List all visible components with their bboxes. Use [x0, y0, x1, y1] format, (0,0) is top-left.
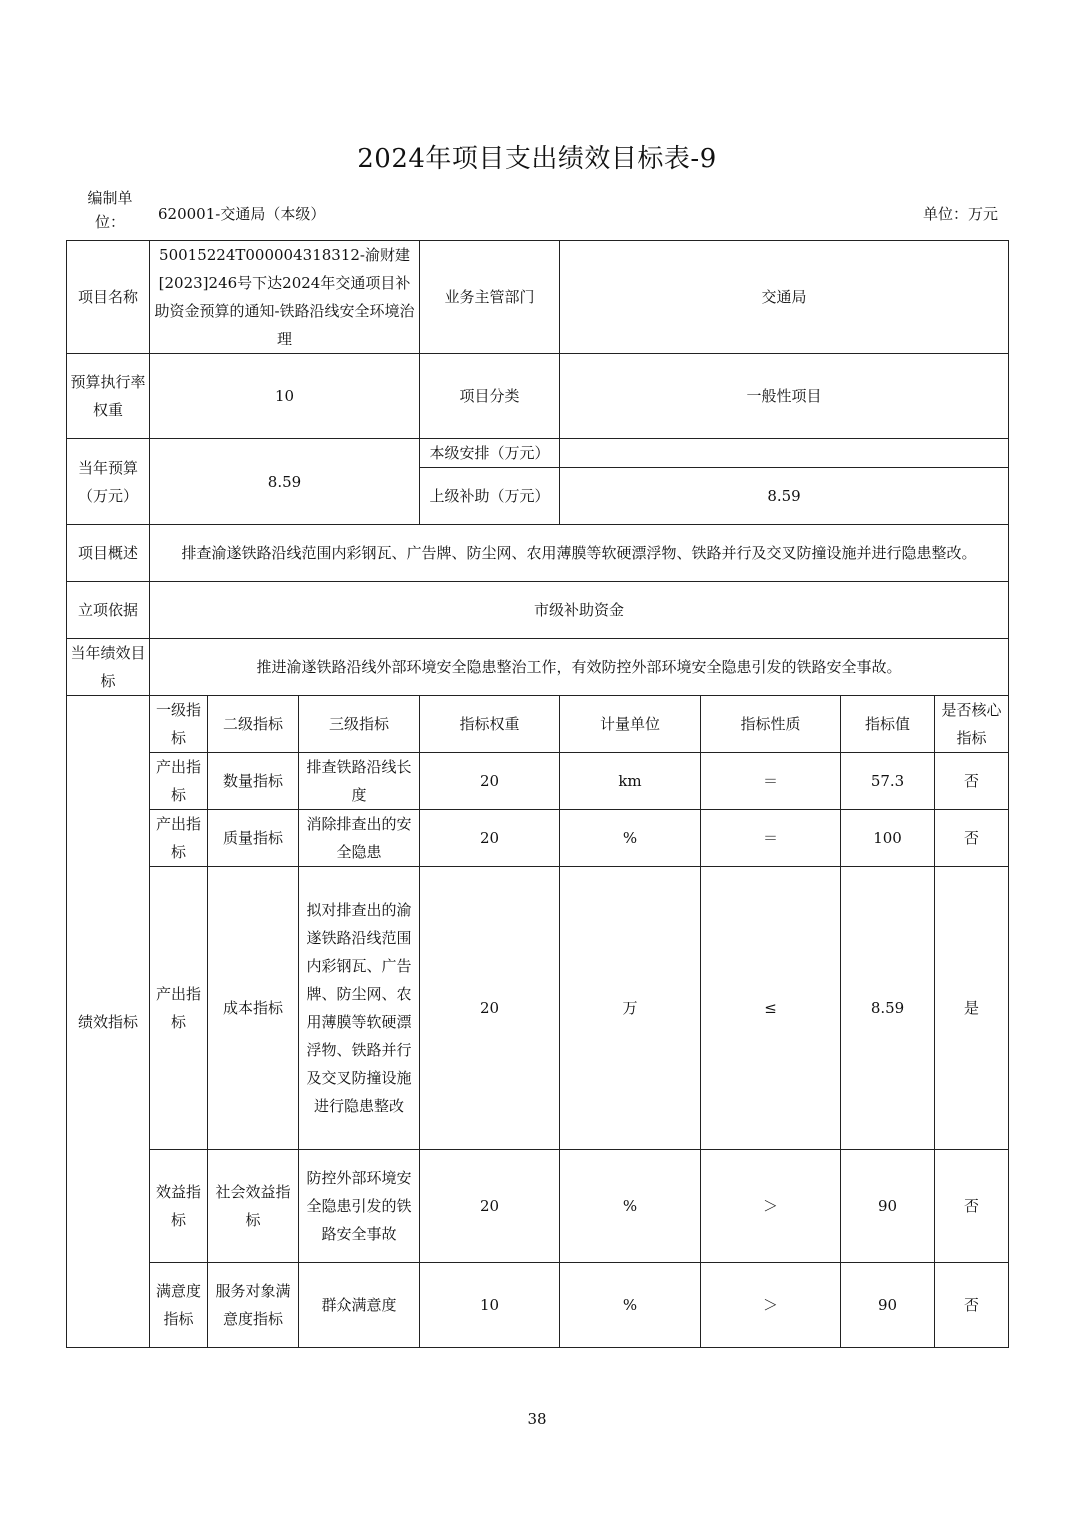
- page-title: 2024年项目支出绩效目标表-9: [357, 144, 717, 174]
- goal-label: 当年绩效目标: [67, 639, 150, 696]
- basis-row: [67, 582, 1009, 639]
- core-cell: 否: [935, 753, 1009, 810]
- value-cell: 90: [841, 1263, 935, 1348]
- indicator-header-row: [67, 696, 1009, 753]
- overview-value: 排查渝遂铁路沿线范围内彩钢瓦、广告牌、防尘网、农用薄膜等软硬漂浮物、铁路并行及交叉防撞设施并进行隐患整改。: [150, 525, 1009, 582]
- level3-cell: 防控外部环境安全隐患引发的铁路安全事故: [299, 1150, 420, 1263]
- core-cell: 否: [935, 1150, 1009, 1263]
- value-cell: 8.59: [841, 867, 935, 1150]
- budget-label: 当年预算（万元）: [67, 439, 150, 525]
- overview-label: 项目概述: [67, 525, 150, 582]
- budget-value: 8.59: [150, 439, 420, 525]
- nature-cell: ＝: [701, 810, 841, 867]
- value-cell: 90: [841, 1150, 935, 1263]
- project-name-value: 50015224T000004318312-渝财建[2023]246号下达2024年交通项目补助资金预算的通知-铁路沿线安全环境治理: [150, 241, 420, 354]
- currency-label: 单位：万元: [922, 205, 998, 223]
- overview-row: [67, 525, 1009, 582]
- value-cell: 57.3: [841, 753, 935, 810]
- nature-cell: ＝: [701, 753, 841, 810]
- col-header: 是否核心指标: [935, 696, 1009, 753]
- unit-label: 编制单位：: [87, 189, 133, 231]
- table-row: [67, 1150, 1009, 1263]
- goal-row: [67, 639, 1009, 696]
- core-cell: 是: [935, 867, 1009, 1150]
- nature-cell: ≤: [701, 867, 841, 1150]
- unit-cell: %: [560, 1263, 701, 1348]
- level2-cell: 成本指标: [208, 867, 299, 1150]
- unit-value: 620001-交通局（本级）: [158, 205, 326, 223]
- col-header: 一级指标: [150, 696, 208, 753]
- col-header: 三级指标: [299, 696, 420, 753]
- indicator-section-label: 绩效指标: [67, 696, 150, 1348]
- table-row: [67, 867, 1009, 1150]
- weight-cell: 10: [420, 1263, 560, 1348]
- weight-label: 预算执行率权重: [67, 354, 150, 439]
- table-row: [67, 810, 1009, 867]
- unit-cell: km: [560, 753, 701, 810]
- weight-cell: 20: [420, 867, 560, 1150]
- nature-cell: ＞: [701, 1150, 841, 1263]
- col-header: 二级指标: [208, 696, 299, 753]
- basis-value: 市级补助资金: [150, 582, 1009, 639]
- value-cell: 100: [841, 810, 935, 867]
- weight-row: [67, 354, 1009, 439]
- level3-cell: 排查铁路沿线长度: [299, 753, 420, 810]
- level2-cell: 质量指标: [208, 810, 299, 867]
- level2-cell: 服务对象满意度指标: [208, 1263, 299, 1348]
- unit-cell: %: [560, 1150, 701, 1263]
- table-row: [67, 1263, 1009, 1348]
- level2-cell: 社会效益指标: [208, 1150, 299, 1263]
- category-value: 一般性项目: [560, 354, 1009, 439]
- col-header: 指标权重: [420, 696, 560, 753]
- weight-cell: 20: [420, 810, 560, 867]
- unit-cell: %: [560, 810, 701, 867]
- upper-value: 8.59: [560, 468, 1009, 525]
- core-cell: 否: [935, 1263, 1009, 1348]
- goal-value: 推进渝遂铁路沿线外部环境安全隐患整治工作，有效防控外部环境安全隐患引发的铁路安全事故。: [150, 639, 1009, 696]
- project-name-label: 项目名称: [67, 241, 150, 354]
- local-value: [560, 439, 1009, 468]
- performance-table: [66, 240, 1009, 1348]
- weight-value: 10: [150, 354, 420, 439]
- level1-cell: 产出指标: [150, 810, 208, 867]
- level3-cell: 群众满意度: [299, 1263, 420, 1348]
- nature-cell: ＞: [701, 1263, 841, 1348]
- page-number: 38: [527, 1410, 547, 1428]
- dept-label: 业务主管部门: [420, 241, 560, 354]
- level1-cell: 产出指标: [150, 867, 208, 1150]
- col-header: 计量单位: [560, 696, 701, 753]
- core-cell: 否: [935, 810, 1009, 867]
- col-header: 指标性质: [701, 696, 841, 753]
- weight-cell: 20: [420, 1150, 560, 1263]
- table-row: [67, 753, 1009, 810]
- project-name-row: [67, 241, 1009, 354]
- level1-cell: 产出指标: [150, 753, 208, 810]
- dept-value: 交通局: [560, 241, 1009, 354]
- level1-cell: 满意度指标: [150, 1263, 208, 1348]
- basis-label: 立项依据: [67, 582, 150, 639]
- level1-cell: 效益指标: [150, 1150, 208, 1263]
- local-label: 本级安排（万元）: [420, 439, 560, 468]
- upper-label: 上级补助（万元）: [420, 468, 560, 525]
- budget-row: [67, 439, 1009, 468]
- level2-cell: 数量指标: [208, 753, 299, 810]
- level3-cell: 消除排查出的安全隐患: [299, 810, 420, 867]
- weight-cell: 20: [420, 753, 560, 810]
- unit-cell: 万: [560, 867, 701, 1150]
- col-header: 指标值: [841, 696, 935, 753]
- category-label: 项目分类: [420, 354, 560, 439]
- level3-cell: 拟对排查出的渝遂铁路沿线范围内彩钢瓦、广告牌、防尘网、农用薄膜等软硬漂浮物、铁路并行及交叉防撞设施进行隐患整改: [299, 867, 420, 1150]
